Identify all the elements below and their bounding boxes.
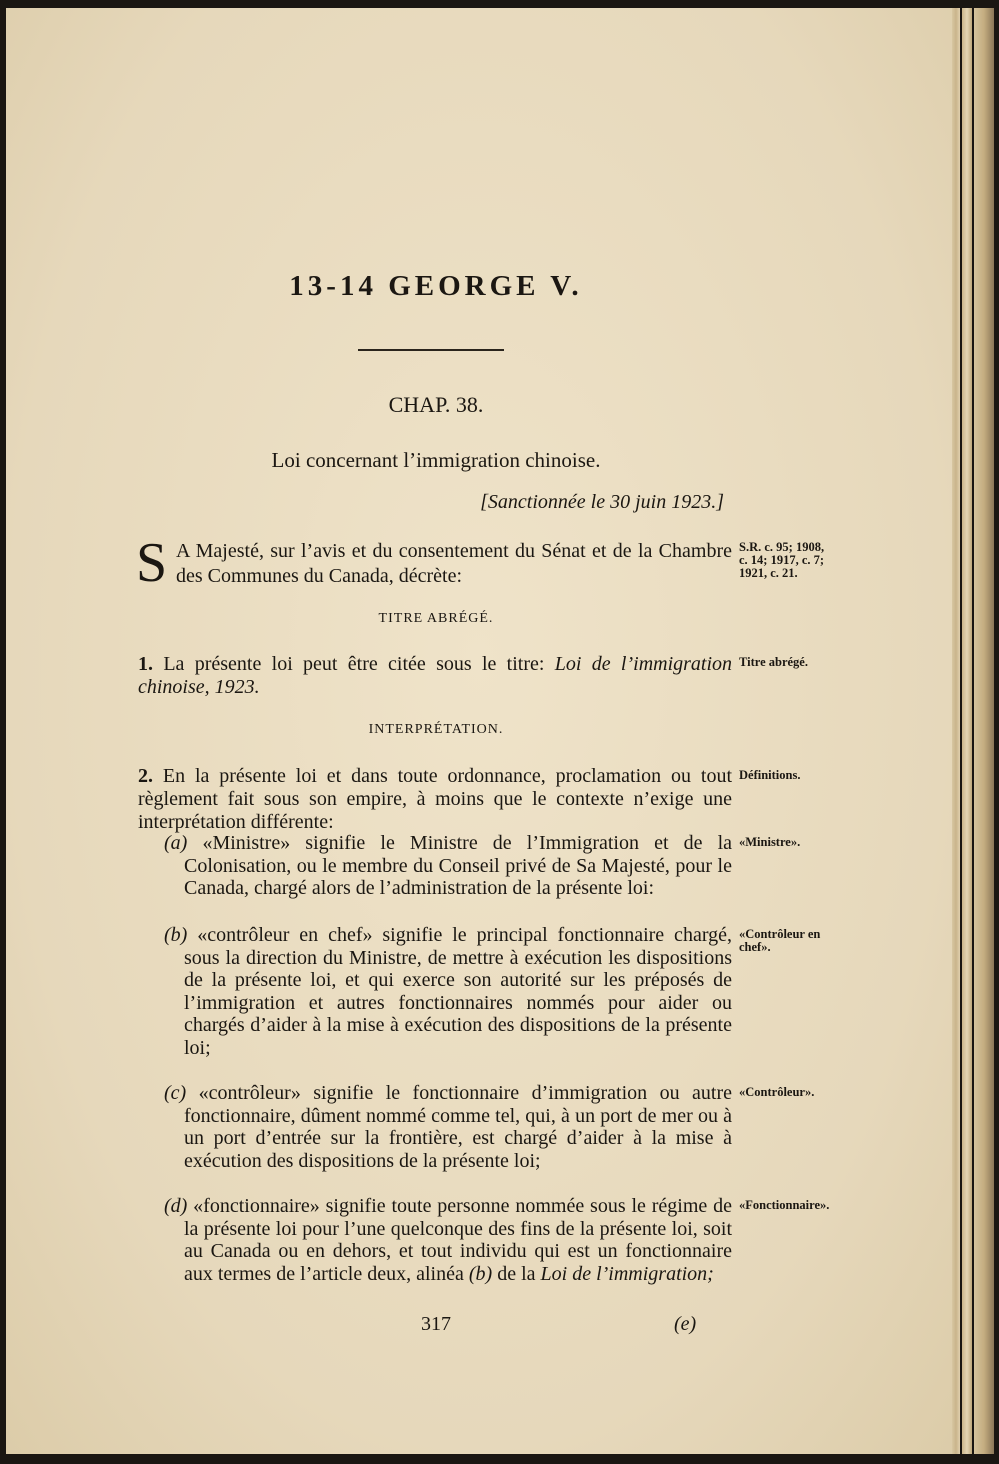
title-rule (358, 349, 504, 351)
paragraph-label: (d) (164, 1195, 188, 1217)
paragraph-d (138, 1195, 732, 1285)
book-spine-edge (974, 8, 994, 1454)
paragraph-label: (a) (164, 832, 188, 854)
section-2 (138, 765, 732, 834)
marginal-note-controller: «Contrôleur». (739, 1085, 815, 1099)
marginal-note-minister: «Ministre». (739, 835, 801, 849)
paragraph-text: «fonctionnaire» signifie toute personne nommée sous le régime de la présente loi pour l’une quelconque des fins de la présente loi, soit au Canada ou en dehors, et tout individu qui est un fonctionnaire aux termes de l’article deux, alinéa (184, 1195, 732, 1285)
heading-interpretation: INTERPRÉTATION. (368, 722, 504, 737)
catchword: (e) (674, 1313, 697, 1335)
page-number: 317 (421, 1313, 451, 1335)
page-edge (962, 8, 972, 1454)
enacting-clause: A Majesté, sur l’avis et du consentement du Sénat et de la Chambre des Communes du Canada, décrète: (176, 540, 732, 587)
section-text: En la présente loi et dans toute ordonnance, proclamation ou tout règlement fait sous son empire, à moins que le contexte n’exige une interprétation différente: (138, 765, 732, 833)
chapter-number: CHAP. 38. (388, 392, 484, 417)
paragraph-text: «contrôleur en chef» signifie le principal fonctionnaire chargé, sous la direction du Ministre, de mettre à exécution les dispositions de la présente loi, et qui exerce son autorité sur les préposés de l’immigration et autres fonctionnaires nommés pour aider ou chargés d’aider à la mise à exécution des dispositions de la présente loi; (184, 924, 732, 1059)
section-number: 2. (138, 765, 153, 787)
paragraph-ref: (b) (468, 1262, 493, 1285)
heading-short-title: TITRE ABRÉGÉ. (378, 611, 494, 626)
marginal-note-definitions: Définitions. (739, 768, 801, 782)
book-page (6, 8, 952, 1454)
paragraph-label: (c) (164, 1082, 187, 1104)
act-reference: Loi de l’immigration; (540, 1262, 714, 1285)
section-text: La présente loi peut être citée sous le titre: (163, 653, 545, 675)
paragraph-text-mid: de la (497, 1262, 536, 1285)
paragraph-text: «contrôleur» signifie le fonctionnaire d’immigration ou autre fonctionnaire, dûment nommé comme tel, qui, à un port de mer ou à un port d’entrée sur la frontière, est chargé d’aider à la mise à exécution des dispositions de la présente loi; (184, 1082, 732, 1172)
cited-title: Loi de l’immigration chinoise, 1923. (138, 653, 733, 698)
assent-date: [Sanctionnée le 30 juin 1923.] (480, 491, 724, 513)
paragraph-b (138, 924, 732, 1060)
section-1 (138, 653, 732, 699)
page-edge (952, 8, 960, 1454)
act-title: Loi concernant l’immigration chinoise. (271, 448, 601, 472)
marginal-note-short-title: Titre abrégé. (739, 655, 808, 669)
paragraph-text: «Ministre» signifie le Ministre de l’Immigration et de la Colonisation, ou le membre du Conseil privé de Sa Majesté, pour le Canada, chargé alors de l’administration de la présente loi: (184, 832, 733, 900)
section-number: 1. (138, 653, 153, 675)
marginal-note-chief-controller: «Contrôleur en chef». (739, 927, 821, 954)
paragraph-label: (b) (164, 924, 188, 946)
running-title: 13-14 GEORGE V. (289, 270, 583, 302)
marginal-note-citation: S.R. c. 95; 1908, c. 14; 1917, c. 7; 1921, c. 21. (739, 540, 825, 580)
drop-cap: S (136, 532, 168, 594)
paragraph-c (138, 1082, 732, 1172)
paragraph-a (138, 832, 732, 900)
marginal-note-officer: «Fonctionnaire». (739, 1198, 830, 1212)
